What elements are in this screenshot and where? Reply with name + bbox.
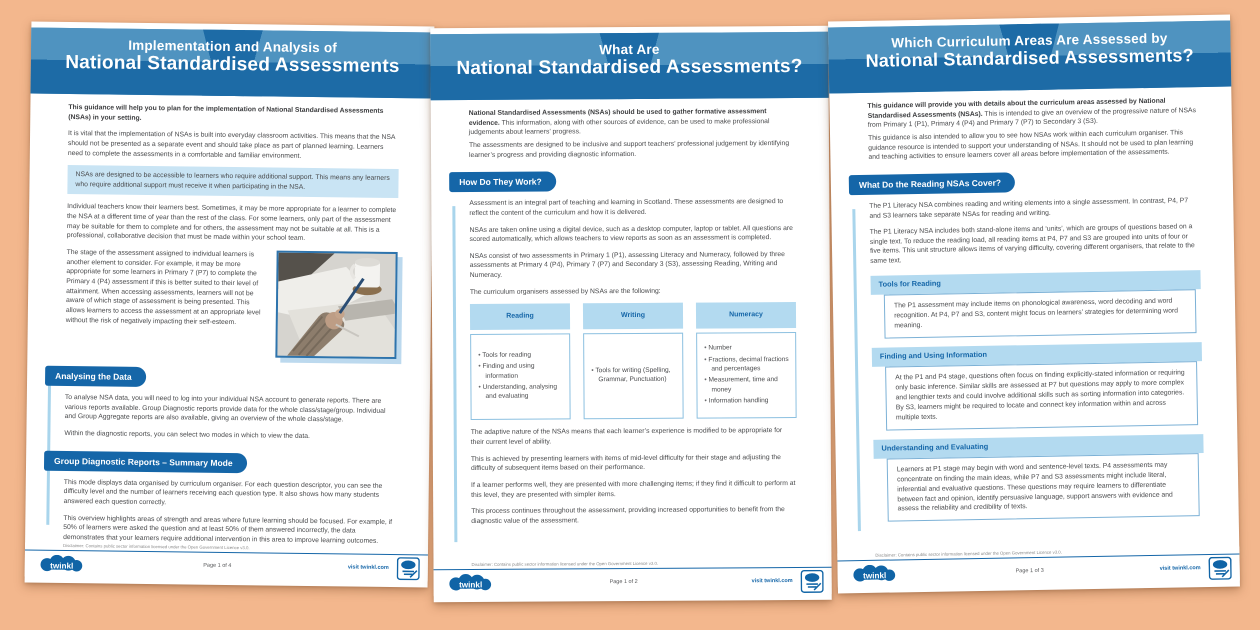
subsection-header-finding-using-information: Finding and Using Information: [872, 342, 1202, 367]
subsection-header-tools-for-reading: Tools for Reading: [870, 270, 1200, 295]
table-cell: [470, 334, 571, 421]
page-title-line2: National Standardised Assessments?: [865, 45, 1194, 71]
twinkl-quality-badge: [397, 557, 420, 580]
disclaimer-text: Disclaimer: Contains public sector information licensed under the Open Government Licence v3.0.: [63, 542, 250, 551]
document-page-what-are-nsas: [430, 26, 831, 602]
paragraph: The P1 Literacy NSA combines reading and writing elements into a single assessment. In contrast, P4, P7 and S3 learners take separate NSAs for reading and writing.: [869, 197, 1189, 220]
list-item: • Number: [704, 343, 790, 353]
page-title-line2: National Standardised Assessments?: [456, 55, 803, 80]
paragraph: Within the diagnostic reports, you can select two modes in which to view the data.: [64, 430, 311, 441]
saltire-header: [31, 28, 435, 99]
twinkl-quality-badge: [801, 569, 824, 592]
section-pill-label: What Do the Reading NSAs Cover?: [858, 177, 1002, 190]
paragraph: Assessment is an integral part of teaching and learning in Scotland. These assessments are designed to reflect the content of the curriculum and how it is delivered.: [469, 198, 784, 217]
twinkl-logo: [37, 555, 87, 574]
section-pill-how-do-they-work: [449, 172, 556, 193]
section-pill-analysing-the-data: [45, 366, 146, 387]
paragraph: To analyse NSA data, you will need to log into your individual NSA account to generate reports. There are various reports available. Group Diagnostic reports provide data for the whole class/stage/group. Individual and Group Aggregate reports are also available, giving an overview of the whole class/stage.: [64, 394, 386, 424]
page-title-line1: What Are: [599, 41, 660, 58]
svg-text:twinkl: twinkl: [50, 561, 74, 571]
page-number: Page 1 of 4: [203, 562, 232, 570]
visit-twinkl-link[interactable]: visit twinkl.com: [751, 578, 793, 585]
saltire-header: [430, 32, 828, 100]
twinkl-logo: [446, 574, 496, 592]
section-pill-label: Group Diagnostic Reports – Summary Mode: [54, 455, 233, 468]
page-title-line1: Which Curriculum Areas Are Assessed by: [891, 30, 1168, 51]
svg-text:twinkl: twinkl: [459, 580, 483, 590]
intro-lead: National Standardised Assessments (NSAs) should be used to gather formative assessment evidence.: [468, 108, 767, 127]
disclaimer-text: Disclaimer: Contains public sector information licensed under the Open Government Licence v3.0.: [875, 549, 1062, 558]
paragraph: NSAs are taken online using a digital device, such as a desktop computer, laptop or tablet. All questions are scored automatically, which allows teachers to view reports as soon as an assessment is completed.: [469, 224, 793, 244]
svg-text:twinkl: twinkl: [863, 571, 887, 581]
list-item: • Understanding, analysing and evaluating: [478, 382, 564, 401]
curriculum-organisers-table: [470, 302, 797, 420]
list-item: • Measurement, time and money: [704, 375, 790, 394]
highlight-box: NSAs are designed to be accessible to learners who require additional support. This means any learners who require additional support must receive it when participating in the NSA.: [67, 165, 398, 198]
section-pill-label: How Do They Work?: [459, 176, 542, 188]
page-number: Page 1 of 3: [1015, 567, 1044, 575]
paragraph: The curriculum organisers assessed by NSAs are the following:: [469, 287, 661, 296]
section-pill-reading-nsas-cover: [849, 172, 1015, 195]
table-column-writing: [583, 303, 684, 420]
page-title-line2: National Standardised Assessments: [65, 51, 400, 78]
page-footer: [434, 560, 832, 596]
paragraph: If a learner performs well, they are presented with more challenging items; if they find it difficult to perform at this level, they are presented with simpler items.: [471, 479, 796, 499]
paragraph: Individual teachers know their learners best. Sometimes, it may be more appropriate for a learner to complete the NSA at a different time of year than the rest of the class. For some learners, only part of the assessment may be suitable for them to complete and for others, the assessment may not be suitable at all. This is a professional, collaborative decision that must be made within your school team.: [66, 203, 397, 243]
subsection-body: Learners at P1 stage may begin with word and sentence-level texts. P4 assessments may concentrate on finding the main ideas, while P7 and S3 assessments might include literal, inferential and evaluative questions. These questions may require learners to differentiate between fact and opinion, identify persuasive language, support answers with evidence and assess the reliability and credibility of texts.: [887, 453, 1200, 522]
paragraph: This overview highlights areas of strength and areas where future learning should be focused. For example, if 50% of learners were asked the question and at least 50% of them answered incorrectly, the data demonstrates that your learners require additional intervention in this area to improve learning outcomes.: [63, 514, 393, 545]
twinkl-logo: [850, 564, 900, 583]
table-header: Numeracy: [696, 302, 796, 329]
page-body: [25, 94, 433, 547]
subsection-header-understanding-evaluating: Understanding and Evaluating: [873, 434, 1203, 459]
document-page-implementation: [25, 22, 435, 588]
visit-twinkl-link[interactable]: visit twinkl.com: [1159, 565, 1201, 572]
document-page-curriculum-areas: [828, 15, 1240, 594]
paragraph: It is vital that the implementation of NSAs is built into everyday classroom activities. This means that the NSA should not be presented as a separate event and should take place as part of planned learning. Learners need to complete the assessments in a comfortable and familiar environment.: [67, 130, 396, 160]
paragraph: This guidance is also intended to allow you to see how NSAs work within each curriculum organiser. This guidance resource is intended to support your understanding of NSAs. It should not be used to plan learning and teaching activities to ensure learners cover all areas before implementation of the assessments.: [868, 129, 1194, 162]
paragraph: The P1 Literacy NSA includes both stand-alone items and ‘units’, which are groups of questions based on a single text. To reduce the reading load, all reading items at P4, P7 and S3 are grouped into units of four or five items. This unit structure allows items of varying difficulty, covering different organisers, that relate to the same text.: [869, 223, 1195, 265]
intro-lead-rest: This is intended to give an overview of the progressive nature of NSAs from Primary 1 (P1), Primary 4 (P4) and Primary 7 (P7) to Secondary 3 (S3).: [867, 106, 1197, 130]
page-footer: [25, 543, 428, 582]
page-title-line1: Implementation and Analysis of: [128, 37, 338, 56]
page-body: [829, 87, 1238, 523]
paragraph: The stage of the assessment assigned to individual learners is another element to consider. For example, it may be more appropriate for some learners in Primary 7 (P7) to complete the Primary 4 (P4) assessment if this is better suited to their level of attainment. When accessing assessments, learners will not be aware of which stage of assessment is being presented. This allows learners to access the assessment at an appropriate level without the risk of negatively impacting their self-esteem.: [65, 249, 261, 326]
photo-writing-hand: [275, 251, 397, 359]
page-number: Page 1 of 2: [609, 578, 638, 586]
section-pill-group-diagnostic-reports: [44, 450, 247, 473]
paragraph: NSAs consist of two assessments in Primary 1 (P1), assessing Literacy and Numeracy, followed by three assessments at Primary 4 (P4), Primary 7 (P7) and Secondary 3 (S3), assessing Reading, Writing and Numeracy.: [469, 250, 785, 280]
visit-twinkl-link[interactable]: visit twinkl.com: [347, 564, 389, 571]
paragraph: This is achieved by presenting learners with items of mid-level difficulty for their stage and adjusting the difficulty of subsequent items based on their performance.: [470, 453, 781, 473]
table-column-numeracy: [696, 302, 797, 419]
table-column-reading: [470, 304, 571, 421]
disclaimer-text: Disclaimer: Contains public sector information licensed under the Open Government Licence v3.0.: [471, 560, 659, 567]
list-item: • Finding and using information: [478, 362, 564, 381]
list-item: • Tools for writing (Spelling, Grammar, Punctuation): [591, 366, 677, 385]
table-header: Reading: [470, 304, 570, 331]
saltire-header: [828, 21, 1231, 94]
intro-lead: This guidance will provide you with details about the curriculum areas assessed by National Standardised Assessments (NSAs).: [867, 97, 1166, 120]
paragraph: This mode displays data organised by curriculum organiser. For each question descriptor, you can see the difficulty level and the number of learners receiving each question type. It also shows how many students answered each question correctly.: [63, 478, 383, 507]
table-header: Writing: [583, 303, 683, 330]
page-footer: [837, 546, 1240, 587]
paragraph: The assessments are designed to be inclusive and support teachers’ professional judgement by identifying learner’s progress and providing diagnostic information.: [468, 139, 790, 159]
page-body: [431, 98, 832, 527]
list-item: • Tools for reading: [478, 350, 564, 360]
intro-lead: This guidance will help you to plan for the implementation of National Standardised Assessments (NSAs) in your setting.: [68, 104, 384, 122]
subsection-body: The P1 assessment may include items on phonological awareness, word decoding and word recognition. At P4, P7 and S3, content might focus on learners’ strategies for determining word meaning.: [884, 289, 1197, 338]
photo-writing-hand-image: [277, 253, 395, 357]
list-item: • Information handling: [705, 396, 791, 406]
table-cell: [696, 332, 797, 419]
paragraph: This process continues throughout the assessment, providing increased opportunities to benefit from the diagnostic value of the assessment.: [471, 506, 785, 525]
table-cell: [583, 333, 684, 420]
twinkl-quality-badge: [1208, 556, 1231, 579]
paragraph: The adaptive nature of the NSAs means that each learner’s experience is modified to be appropriate for their current level of ability.: [470, 427, 783, 446]
intro-lead-rest: This information, along with other sources of evidence, can be used to make professional judgements about learners’ progress.: [468, 117, 770, 137]
subsection-body: At the P1 and P4 stage, questions often focus on finding explicitly-stated information or requiring only basic inference. Similar skills are assessed at P7 but questions may apply to more complex and lengthier texts and could involve additional skills such as sorting information into categories. By S3, learners might be required to locate and connect key information within and across multiple texts.: [885, 361, 1198, 430]
list-item: • Fractions, decimal fractions and percentages: [704, 355, 790, 374]
section-pill-label: Analysing the Data: [55, 370, 132, 382]
